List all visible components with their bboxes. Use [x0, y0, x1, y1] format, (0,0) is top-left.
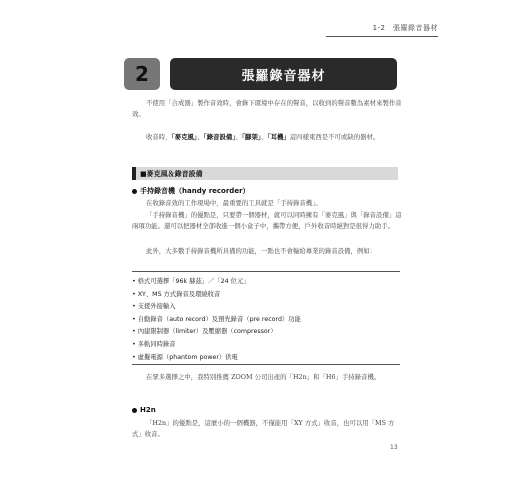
list-item: • 格式可選擇「96k 赫茲」／「24 位元」	[132, 276, 400, 289]
list-item: • 支援外接輸入	[132, 301, 400, 314]
item-tripod: 「腳架」	[241, 133, 262, 141]
feature-list	[132, 271, 400, 365]
h2n-paragraph: 「H2n」的優點是，這麼小的一個機器，不僅能用「XY 方式」收音，也可以用「MS 方式」收音。	[132, 419, 395, 438]
h2n-heading: H2n	[132, 406, 156, 414]
running-header: 1-2 張羅錄音器材	[326, 23, 438, 37]
list-item: • 內建限制器（limiter）及壓縮器（compressor）	[132, 326, 400, 339]
item-microphone: 「麥克風」	[171, 133, 198, 141]
section-heading: ■麥克風＆錄音設備	[132, 167, 398, 180]
handy-recorder-heading: 手持錄音機（handy recorder）	[132, 186, 250, 196]
handy-paragraph-2: 「手持錄音機」的優點是，只要帶一個器材，就可以同時擁有「麥克風」與「錄音設備」這兩項功能。還可以把器材全部收進一個小盒子中，攜帶方便，戶外收音時絕對是很得力助手。	[132, 211, 402, 230]
list-item: • XY、MS 方式錄音及環繞收音	[132, 289, 400, 302]
item-recorder: 「錄音設備」	[203, 133, 236, 141]
recommendation-paragraph: 在眾多選擇之中，我特別推薦 ZOOM 公司出產的「H2n」和「H6」手持錄音機。	[146, 373, 381, 381]
chapter-title: 張羅錄音器材	[170, 58, 397, 90]
handy-paragraph-3: 此外，大多數手持錄音機所具備的功能，一點也不會輸給專業的錄音設備，例如：	[146, 247, 377, 255]
list-item: • 多軌同時錄音	[132, 339, 400, 352]
list-item: • 自動錄音（auto record）及預先錄音（pre record）功能	[132, 314, 400, 327]
chapter-number-badge: 2	[124, 58, 160, 90]
bullet-icon	[132, 408, 137, 413]
list-item: • 虛擬電源（phantom power）供電	[132, 352, 400, 365]
bullet-icon	[132, 189, 137, 194]
item-headphones: 「耳機」	[267, 133, 290, 141]
intro-paragraph-1: 不使用「合成器」製作音效時，會錄下環境中存在的聲音，以收到的聲音數為素材來製作音效。	[132, 99, 402, 118]
handy-paragraph-1: 在收錄音效的工作現場中，最重要的工具就是「手持錄音機」。	[146, 199, 322, 207]
page-number: 13	[390, 444, 398, 451]
intro-paragraph-2: 收音時，「麥克風」、「錄音設備」、「腳架」、「耳機」這四樣東西是不可或缺的器材。	[146, 133, 380, 141]
